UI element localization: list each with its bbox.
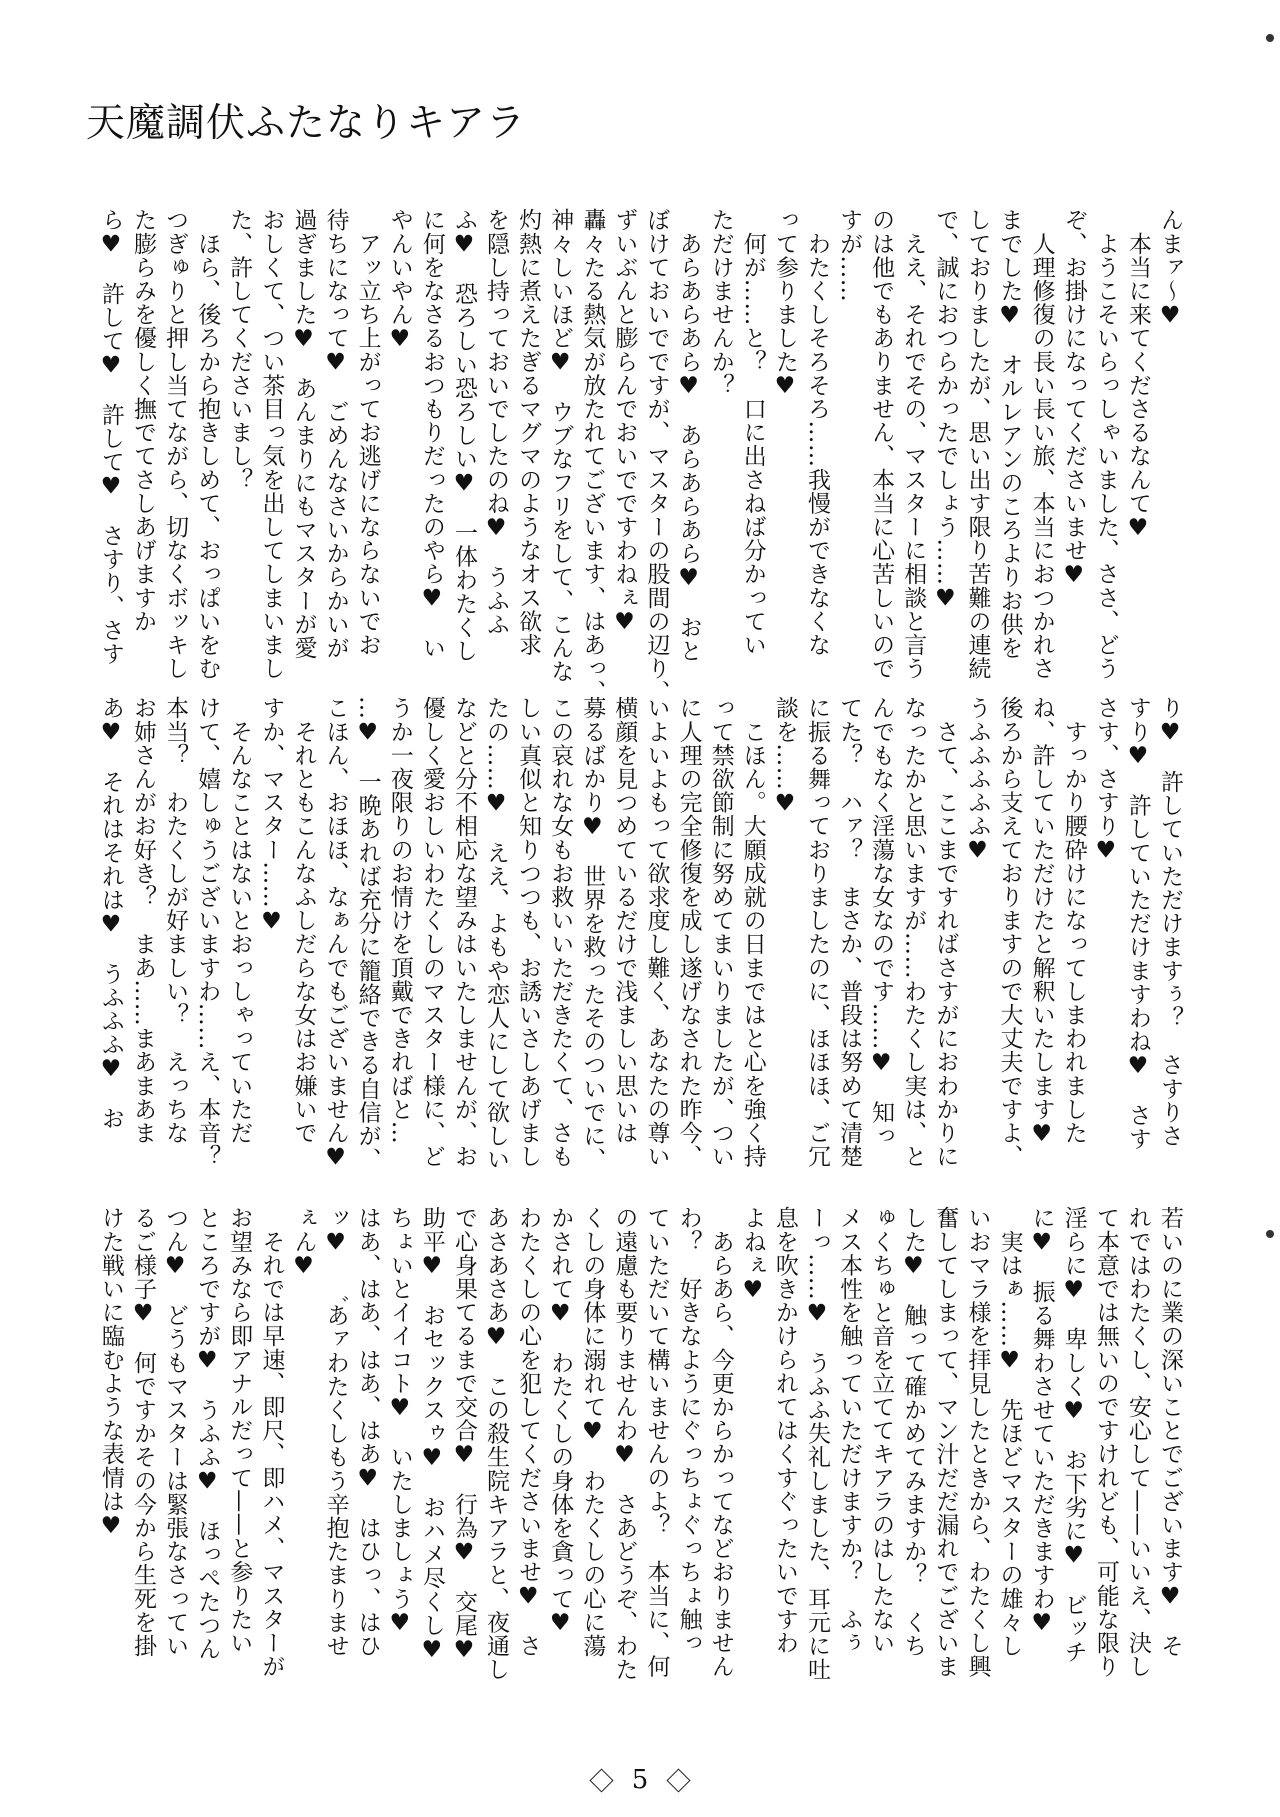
page-number: 5 [631,1765,649,1795]
text-column: かされて♥ わたくしの身体を貪って♥ [547,1206,574,1637]
text-column: わたくしそろそろ……我慢ができなくな [803,208,830,657]
text-column: たの……♥ ええ、よもや恋人にして欲しい [483,696,510,1171]
text-column: 談を……♥ [771,696,798,817]
text-column: した♥ 触って確かめてみますか？ くち [900,1206,927,1658]
text-column: すり♥ 許していただけますわね♥ さす [1124,696,1151,1151]
text-column: うか一夜限りのお情けを頂戴できればと… [386,696,413,1145]
diamond-ornament-icon [589,1768,613,1792]
text-column: ほら、後ろから抱きしめて、おっぱいをむ [194,208,221,680]
text-column: さす、さすり♥ [1092,696,1119,865]
text-column: ちょいとイイコト♥ いたしましょう♥ [386,1206,413,1637]
text-column: それともこんなふしだらな女はお嫌いで [290,696,317,1145]
text-column: で、誠におつらかったでしょう……♥ [932,208,959,613]
text-column: ところですが♥ うふふ♥ ほっぺたつん [194,1206,221,1661]
text-column: に何をなさるおつもりだったのやら♥ い [418,208,445,660]
text-column: 息を吹きかけられてはくすぐったいですわ [771,1206,798,1655]
text-column: ぞ、お掛けになってくださいませ♥ [1060,208,1087,589]
text-column: いおマラ様を拝見したときから、わたくし興 [964,1206,991,1678]
text-column: ね、許していただけたと解釈いたします♥ [1028,696,1055,1148]
text-column: 神々しいほど♥ ウブなフリをして、こんな [547,208,574,683]
text-column: ッ♥ ゛あァわたくしもう辛抱たまりませ [322,1206,349,1658]
text-column: ていただいて構いませんのよ？ 本当に、何 [643,1206,670,1678]
text-column: ぇん♥ [290,1206,317,1280]
text-column: んまァ〜♥ [1157,208,1183,329]
text-column: に人理の完全修復を成し遂げなされた昨今、 [675,696,702,1168]
text-column: 実はぁ……♥ 先ほどマスターの雄々し [996,1206,1023,1658]
text-column: ええ、それでその、マスターに相談と言う [900,208,927,680]
text-column: あ♥ それはそれは♥ うふふふ♥ お [97,696,124,1130]
text-column: すが…… [836,208,863,303]
text-column: ふ♥ 恐ろしい恐ろしい♥ 一体わたくし [450,208,477,663]
text-column: 灼熱に煮えたぎるマグマのようなオス欲求 [515,208,542,657]
text-column: こほん、おほほ、なぁんでもございません♥ [322,696,349,1171]
text-column: 何が……と？ 口に出さねば分かってい [739,208,766,657]
text-column: お望みなら即アナルだって——と参りたい [226,1206,253,1655]
text-column: すか、マスター……♥ [258,696,285,935]
text-column: 優しく愛おしいわたくしのマスター様に、ど [418,696,445,1168]
text-column: で心身果てるまで交合♥ 行為♥ 交尾♥ [450,1206,477,1664]
text-column: に振る舞っておりましたのに、ほほほ、ご冗 [803,696,830,1168]
text-column: を隠し持っておいでしたのね♥ うふふ [483,208,510,636]
text-column: 本当に来てくださるなんて♥ [1124,208,1151,542]
page-footer [0,1765,1280,1795]
text-column: て本意では無いのですけれども、可能な限り [1092,1206,1119,1678]
text-column: 助平♥ おセックスゥ♥ おハメ尽くし♥ [418,1206,445,1664]
text-column: お姉さんがお好き？ まあ……まあまあま [130,696,156,1145]
text-column: 後ろから支えておりますので大丈夫ですよ、 [996,696,1023,1168]
text-column: しい真似と知りつつも、お誘いさしあげまし [515,696,542,1168]
text-column: 轟々たる熱気が放たれてございます、はあっ、 [579,208,606,704]
text-column: って禁欲節制に努めてまいりましたが、つい [707,696,734,1168]
text-column: 若いのに業の深いことでございます♥ そ [1157,1206,1183,1658]
text-column: それでは早速、即尺、即ハメ、マスターが [258,1206,285,1678]
text-column: ら♥ 許して♥ 許して♥ さすり、さす [97,208,124,666]
text-column: くしの身体に溺れて♥ わたくしの心に蕩 [579,1206,606,1658]
text-column: ーっ……♥ うふふ失礼しました、耳元に吐 [803,1206,830,1681]
text-column: そんなことはないとおっしゃっていただ [226,696,253,1145]
text-column: なったかと思いますが……わたくし実は、と [900,696,927,1168]
text-column: んでもなく淫蕩な女なのです……♥ 知っ [868,696,895,1148]
text-column: って参りました♥ [771,208,798,400]
scan-speck [1266,34,1274,42]
text-column: 募るばかり♥ 世界を救ったそのついでに、 [579,696,606,1171]
text-column: り♥ 許していただけますぅ？ さすりさ [1157,696,1183,1148]
text-column: あらあらあら♥ あらあらあら♥ おと [675,208,702,663]
text-column: こほん。大願成就の日まではと心を強く持 [739,696,766,1168]
page-title: 天魔調伏ふたなりキアラ [86,101,527,146]
text-column: すっかり腰砕けになってしまわれました [1060,696,1087,1145]
text-column: 待ちになって♥ ごめんなさいからかいが [322,208,349,660]
text-column: のは他でもありません、本当に心苦しいので [868,208,895,680]
text-column: わ？ 好きなようにぐっちょぐっちょ触っ [675,1206,702,1655]
text-column: あらあら、今更からかってなどおりません [707,1206,734,1678]
text-column: うふふふふふ♥ [964,696,991,865]
text-column: けた戦いに臨むような表情は♥ [97,1206,124,1540]
text-column: などと分不相応な望みはいたしませんが、お [450,696,477,1168]
diamond-ornament-icon [667,1768,691,1792]
text-block-3 [94,1206,1186,1686]
text-column: た、許してくださいまし？ [226,208,253,492]
text-column: に♥ 振る舞わさせていただきますわ♥ [1028,1206,1055,1637]
text-column: た膨らみを優しく撫でてさしあげますか [130,208,156,633]
text-column: アッ立ち上がってお逃げにならないでお [354,208,381,657]
text-column: の遠慮も要りませんわ♥ さあどうぞ、わた [611,1206,638,1681]
text-column: よねぇ♥ [739,1206,766,1304]
text-column: 過ぎました♥ あんまりにもマスターが愛 [290,208,317,660]
text-block-1 [94,208,1186,704]
text-column: メス本性を触っていただけますか？ ふぅ [836,1206,863,1655]
text-column: 人理修復の長い長い旅、本当におつかれさ [1028,208,1055,680]
text-column: さて、ここまですればさすがにおわかりに [932,696,959,1168]
text-column: わたくしの心を犯してくださいませ♥ さ [515,1206,542,1658]
text-column: ゅくちゅと音を立ててキアラのはしたない [868,1206,895,1655]
text-column: …♥ 一晩あれば充分に籠絡できる自信が、 [354,696,381,1171]
text-column: しておりましたが、思い出す限り苦難の連続 [964,208,991,680]
text-column: れではわたくし、安心して——いいえ、決し [1124,1206,1151,1678]
text-column: いよいよもって欲求度し難く、あなたの尊い [643,696,670,1168]
text-column: あさあさあ♥ この殺生院キアラと、夜通し [483,1206,510,1681]
text-column: ずいぶんと膨らんでおいでですわねぇ♥ [611,208,638,636]
text-column: やんいやん♥ [386,208,413,353]
text-column: るご様子♥ 何ですかその今から生死を掛 [130,1206,156,1658]
text-column: けて、嬉しゅうございますわ……え、本音？ [194,696,221,1168]
text-column: までした♥ オルレアンのころよりお供を [996,208,1023,660]
text-column: つぎゅりと押し当てながら、切なくボッキし [162,208,189,680]
scan-speck [1266,1230,1274,1238]
text-column: ようこそいらっしゃいました、ささ、どう [1092,208,1119,680]
text-column: はあ、はあ、はあ、はあ♥ はひっ、はひ [354,1206,381,1658]
text-column: 奮してしまって、マン汁だだ漏れでございま [932,1206,959,1678]
text-column: おしくて、つい茶目っ気を出してしまいまし [258,208,285,680]
text-column: ぼけておいでですが、マスターの股間の辺り、 [643,208,670,704]
text-column: ただけませんか？ [707,208,734,397]
text-column: てた？ ハァ？ まさか、普段は努めて清楚 [836,696,863,1168]
text-column: 横顔を見つめているだけで浅ましい思いは [611,696,638,1145]
text-column: 淫らに♥ 卑しく♥ お下劣に♥ ビッチ [1060,1206,1087,1664]
text-block-2 [94,696,1186,1176]
text-column: この哀れな女もお救いいただきたくて、さも [547,696,574,1168]
text-column: 本当？ わたくしが好ましい？ えっちな [162,696,189,1145]
text-column: つん♥ どうもマスターは緊張なさってい [162,1206,189,1658]
